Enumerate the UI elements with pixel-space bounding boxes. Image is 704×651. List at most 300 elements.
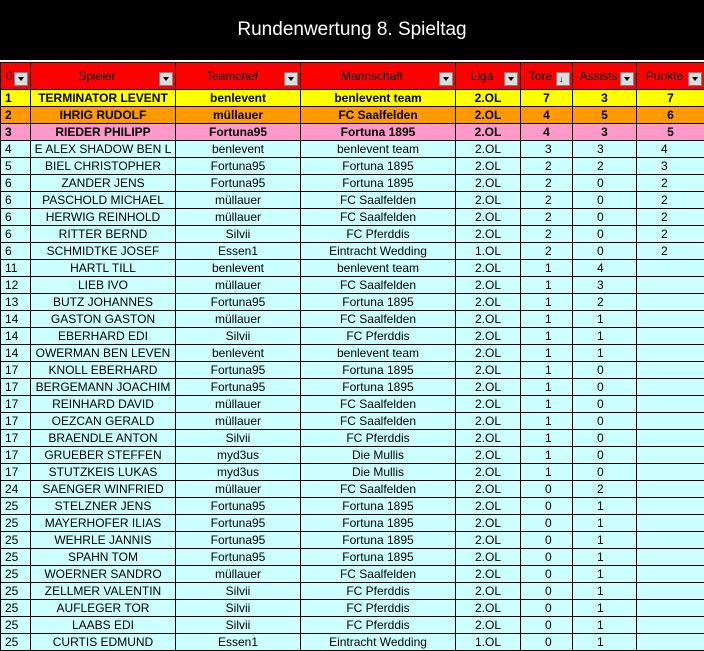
cell-spieler[interactable]: SAENGER WINFRIED	[31, 481, 176, 498]
cell-assists[interactable]: 0	[573, 379, 637, 396]
cell-tore[interactable]: 1	[521, 396, 573, 413]
table-row[interactable]	[1, 396, 704, 413]
cell-spieler[interactable]: KNOLL EBERHARD	[31, 362, 176, 379]
cell-punkte[interactable]	[637, 464, 704, 481]
cell-punkte[interactable]	[637, 583, 704, 600]
cell-tore[interactable]: 1	[521, 294, 573, 311]
cell-teamchef[interactable]: müllauer	[176, 192, 301, 209]
cell-assists[interactable]: 0	[573, 396, 637, 413]
cell-punkte[interactable]	[637, 379, 704, 396]
cell-assists[interactable]: 0	[573, 430, 637, 447]
cell-liga[interactable]: 2.OL	[456, 498, 521, 515]
cell-rank[interactable]: 12	[1, 277, 31, 294]
cell-teamchef[interactable]: Fortuna95	[176, 498, 301, 515]
cell-assists[interactable]: 1	[573, 634, 637, 651]
cell-rank[interactable]: 17	[1, 362, 31, 379]
cell-spieler[interactable]: STUTZKEIS LUKAS	[31, 464, 176, 481]
table-row[interactable]	[1, 226, 704, 243]
table-row[interactable]	[1, 243, 704, 260]
table-row[interactable]	[1, 413, 704, 430]
cell-liga[interactable]: 2.OL	[456, 532, 521, 549]
cell-teamchef[interactable]: Silvii	[176, 226, 301, 243]
table-row[interactable]	[1, 260, 704, 277]
filter-dropdown-icon[interactable]	[14, 72, 28, 86]
cell-mannschaft[interactable]: FC Saalfelden	[301, 413, 456, 430]
table-row[interactable]	[1, 549, 704, 566]
table-row[interactable]	[1, 124, 704, 141]
cell-teamchef[interactable]: Fortuna95	[176, 549, 301, 566]
cell-mannschaft[interactable]: Eintracht Wedding	[301, 634, 456, 651]
cell-punkte[interactable]: 6	[637, 107, 704, 124]
cell-mannschaft[interactable]: FC Pferddis	[301, 328, 456, 345]
cell-teamchef[interactable]: Silvii	[176, 617, 301, 634]
cell-rank[interactable]: 17	[1, 430, 31, 447]
cell-assists[interactable]: 0	[573, 447, 637, 464]
cell-assists[interactable]: 2	[573, 481, 637, 498]
cell-rank[interactable]: 17	[1, 447, 31, 464]
cell-liga[interactable]: 2.OL	[456, 158, 521, 175]
cell-spieler[interactable]: TERMINATOR LEVENT	[31, 90, 176, 107]
cell-liga[interactable]: 2.OL	[456, 464, 521, 481]
cell-rank[interactable]: 1	[1, 90, 31, 107]
cell-assists[interactable]: 3	[573, 277, 637, 294]
cell-rank[interactable]: 13	[1, 294, 31, 311]
cell-rank[interactable]: 25	[1, 600, 31, 617]
cell-teamchef[interactable]: Fortuna95	[176, 379, 301, 396]
cell-tore[interactable]: 0	[521, 634, 573, 651]
cell-liga[interactable]: 2.OL	[456, 345, 521, 362]
cell-punkte[interactable]	[637, 498, 704, 515]
cell-rank[interactable]: 25	[1, 549, 31, 566]
cell-assists[interactable]: 3	[573, 124, 637, 141]
cell-spieler[interactable]: IHRIG RUDOLF	[31, 107, 176, 124]
cell-punkte[interactable]: 2	[637, 192, 704, 209]
cell-tore[interactable]: 1	[521, 413, 573, 430]
cell-rank[interactable]: 17	[1, 413, 31, 430]
cell-punkte[interactable]: 2	[637, 226, 704, 243]
cell-tore[interactable]: 0	[521, 600, 573, 617]
cell-assists[interactable]: 0	[573, 243, 637, 260]
table-row[interactable]	[1, 311, 704, 328]
cell-punkte[interactable]	[637, 549, 704, 566]
cell-tore[interactable]: 4	[521, 124, 573, 141]
cell-assists[interactable]: 0	[573, 464, 637, 481]
cell-assists[interactable]: 1	[573, 549, 637, 566]
cell-teamchef[interactable]: Fortuna95	[176, 158, 301, 175]
cell-liga[interactable]: 2.OL	[456, 447, 521, 464]
cell-tore[interactable]: 2	[521, 243, 573, 260]
cell-spieler[interactable]: ZELLMER VALENTIN	[31, 583, 176, 600]
cell-mannschaft[interactable]: Fortuna 1895	[301, 294, 456, 311]
cell-rank[interactable]: 25	[1, 583, 31, 600]
cell-spieler[interactable]: REINHARD DAVID	[31, 396, 176, 413]
cell-spieler[interactable]: BERGEMANN JOACHIM	[31, 379, 176, 396]
cell-mannschaft[interactable]: Die Mullis	[301, 447, 456, 464]
cell-mannschaft[interactable]: FC Saalfelden	[301, 209, 456, 226]
table-row[interactable]	[1, 566, 704, 583]
cell-mannschaft[interactable]: Fortuna 1895	[301, 379, 456, 396]
cell-punkte[interactable]: 2	[637, 209, 704, 226]
cell-teamchef[interactable]: Fortuna95	[176, 532, 301, 549]
cell-spieler[interactable]: EBERHARD EDI	[31, 328, 176, 345]
cell-teamchef[interactable]: Essen1	[176, 243, 301, 260]
cell-assists[interactable]: 1	[573, 532, 637, 549]
cell-spieler[interactable]: ZANDER JENS	[31, 175, 176, 192]
cell-teamchef[interactable]: Silvii	[176, 583, 301, 600]
cell-spieler[interactable]: CURTIS EDMUND	[31, 634, 176, 651]
filter-dropdown-icon[interactable]	[159, 72, 173, 86]
table-row[interactable]	[1, 345, 704, 362]
cell-tore[interactable]: 1	[521, 277, 573, 294]
cell-mannschaft[interactable]: benlevent team	[301, 90, 456, 107]
cell-assists[interactable]: 0	[573, 175, 637, 192]
cell-tore[interactable]: 3	[521, 141, 573, 158]
cell-liga[interactable]: 2.OL	[456, 226, 521, 243]
cell-tore[interactable]: 4	[521, 107, 573, 124]
cell-rank[interactable]: 6	[1, 243, 31, 260]
cell-mannschaft[interactable]: benlevent team	[301, 260, 456, 277]
cell-mannschaft[interactable]: Fortuna 1895	[301, 498, 456, 515]
filter-dropdown-icon[interactable]	[620, 72, 634, 86]
cell-liga[interactable]: 2.OL	[456, 328, 521, 345]
cell-mannschaft[interactable]: Fortuna 1895	[301, 158, 456, 175]
cell-spieler[interactable]: HERWIG REINHOLD	[31, 209, 176, 226]
cell-tore[interactable]: 1	[521, 260, 573, 277]
cell-teamchef[interactable]: müllauer	[176, 209, 301, 226]
cell-liga[interactable]: 2.OL	[456, 311, 521, 328]
cell-rank[interactable]: 5	[1, 158, 31, 175]
cell-rank[interactable]: 25	[1, 498, 31, 515]
cell-spieler[interactable]: BRAENDLE ANTON	[31, 430, 176, 447]
cell-assists[interactable]: 1	[573, 498, 637, 515]
cell-tore[interactable]: 1	[521, 464, 573, 481]
cell-assists[interactable]: 0	[573, 192, 637, 209]
cell-mannschaft[interactable]: FC Saalfelden	[301, 396, 456, 413]
table-row[interactable]	[1, 583, 704, 600]
cell-liga[interactable]: 2.OL	[456, 141, 521, 158]
cell-assists[interactable]: 1	[573, 583, 637, 600]
cell-assists[interactable]: 3	[573, 90, 637, 107]
table-row[interactable]	[1, 515, 704, 532]
cell-assists[interactable]: 1	[573, 617, 637, 634]
cell-rank[interactable]: 25	[1, 617, 31, 634]
cell-liga[interactable]: 2.OL	[456, 566, 521, 583]
cell-punkte[interactable]	[637, 362, 704, 379]
cell-punkte[interactable]	[637, 328, 704, 345]
cell-liga[interactable]: 2.OL	[456, 600, 521, 617]
cell-teamchef[interactable]: müllauer	[176, 396, 301, 413]
cell-liga[interactable]: 2.OL	[456, 277, 521, 294]
cell-spieler[interactable]: RITTER BERND	[31, 226, 176, 243]
cell-mannschaft[interactable]: Fortuna 1895	[301, 549, 456, 566]
cell-assists[interactable]: 0	[573, 209, 637, 226]
cell-liga[interactable]: 2.OL	[456, 294, 521, 311]
table-row[interactable]	[1, 634, 704, 651]
cell-rank[interactable]: 25	[1, 532, 31, 549]
cell-spieler[interactable]: MAYERHOFER ILIAS	[31, 515, 176, 532]
cell-teamchef[interactable]: benlevent	[176, 90, 301, 107]
cell-tore[interactable]: 0	[521, 532, 573, 549]
cell-rank[interactable]: 6	[1, 209, 31, 226]
cell-mannschaft[interactable]: FC Pferddis	[301, 430, 456, 447]
cell-assists[interactable]: 5	[573, 107, 637, 124]
filter-dropdown-icon[interactable]	[439, 72, 453, 86]
cell-liga[interactable]: 2.OL	[456, 379, 521, 396]
cell-liga[interactable]: 2.OL	[456, 549, 521, 566]
cell-punkte[interactable]	[637, 430, 704, 447]
cell-mannschaft[interactable]: Fortuna 1895	[301, 532, 456, 549]
cell-teamchef[interactable]: müllauer	[176, 481, 301, 498]
cell-spieler[interactable]: STELZNER JENS	[31, 498, 176, 515]
cell-tore[interactable]: 1	[521, 362, 573, 379]
table-row[interactable]	[1, 209, 704, 226]
cell-rank[interactable]: 6	[1, 192, 31, 209]
cell-liga[interactable]: 2.OL	[456, 107, 521, 124]
cell-mannschaft[interactable]: benlevent team	[301, 345, 456, 362]
cell-liga[interactable]: 2.OL	[456, 362, 521, 379]
filter-dropdown-icon[interactable]	[284, 72, 298, 86]
cell-tore[interactable]: 0	[521, 498, 573, 515]
cell-mannschaft[interactable]: FC Saalfelden	[301, 192, 456, 209]
cell-liga[interactable]: 2.OL	[456, 515, 521, 532]
cell-tore[interactable]: 0	[521, 549, 573, 566]
cell-mannschaft[interactable]: FC Pferddis	[301, 600, 456, 617]
table-row[interactable]	[1, 430, 704, 447]
cell-liga[interactable]: 2.OL	[456, 175, 521, 192]
cell-assists[interactable]: 1	[573, 566, 637, 583]
cell-mannschaft[interactable]: benlevent team	[301, 141, 456, 158]
cell-teamchef[interactable]: benlevent	[176, 345, 301, 362]
table-row[interactable]	[1, 277, 704, 294]
cell-mannschaft[interactable]: FC Pferddis	[301, 617, 456, 634]
cell-punkte[interactable]	[637, 294, 704, 311]
cell-punkte[interactable]	[637, 311, 704, 328]
cell-liga[interactable]: 2.OL	[456, 90, 521, 107]
cell-spieler[interactable]: OEZCAN GERALD	[31, 413, 176, 430]
cell-liga[interactable]: 1.OL	[456, 243, 521, 260]
cell-tore[interactable]: 2	[521, 226, 573, 243]
cell-rank[interactable]: 3	[1, 124, 31, 141]
cell-spieler[interactable]: PASCHOLD MICHAEL	[31, 192, 176, 209]
cell-tore[interactable]: 0	[521, 583, 573, 600]
cell-teamchef[interactable]: müllauer	[176, 107, 301, 124]
cell-spieler[interactable]: RIEDER PHILIPP	[31, 124, 176, 141]
cell-assists[interactable]: 0	[573, 226, 637, 243]
cell-rank[interactable]: 25	[1, 566, 31, 583]
cell-spieler[interactable]: HARTL TILL	[31, 260, 176, 277]
cell-spieler[interactable]: BIEL CHRISTOPHER	[31, 158, 176, 175]
cell-punkte[interactable]: 2	[637, 175, 704, 192]
cell-mannschaft[interactable]: FC Pferddis	[301, 226, 456, 243]
cell-punkte[interactable]: 2	[637, 243, 704, 260]
cell-assists[interactable]: 4	[573, 260, 637, 277]
cell-teamchef[interactable]: Silvii	[176, 328, 301, 345]
cell-assists[interactable]: 3	[573, 141, 637, 158]
cell-rank[interactable]: 17	[1, 464, 31, 481]
cell-rank[interactable]: 14	[1, 328, 31, 345]
cell-spieler[interactable]: OWERMAN BEN LEVEN	[31, 345, 176, 362]
cell-liga[interactable]: 2.OL	[456, 124, 521, 141]
cell-teamchef[interactable]: müllauer	[176, 566, 301, 583]
cell-tore[interactable]: 1	[521, 345, 573, 362]
cell-punkte[interactable]: 5	[637, 124, 704, 141]
cell-punkte[interactable]	[637, 634, 704, 651]
cell-teamchef[interactable]: Fortuna95	[176, 294, 301, 311]
filter-dropdown-icon[interactable]	[688, 72, 702, 86]
cell-teamchef[interactable]: myd3us	[176, 447, 301, 464]
cell-teamchef[interactable]: müllauer	[176, 277, 301, 294]
cell-punkte[interactable]	[637, 396, 704, 413]
cell-punkte[interactable]	[637, 277, 704, 294]
cell-rank[interactable]: 6	[1, 175, 31, 192]
cell-liga[interactable]: 1.OL	[456, 634, 521, 651]
table-row[interactable]	[1, 90, 704, 107]
cell-punkte[interactable]	[637, 481, 704, 498]
cell-tore[interactable]: 2	[521, 175, 573, 192]
cell-spieler[interactable]: LAABS EDI	[31, 617, 176, 634]
cell-teamchef[interactable]: myd3us	[176, 464, 301, 481]
cell-mannschaft[interactable]: Eintracht Wedding	[301, 243, 456, 260]
cell-tore[interactable]: 7	[521, 90, 573, 107]
cell-mannschaft[interactable]: Fortuna 1895	[301, 175, 456, 192]
table-row[interactable]	[1, 158, 704, 175]
cell-spieler[interactable]: AUFLEGER TOR	[31, 600, 176, 617]
cell-liga[interactable]: 2.OL	[456, 430, 521, 447]
cell-rank[interactable]: 14	[1, 345, 31, 362]
cell-teamchef[interactable]: benlevent	[176, 141, 301, 158]
cell-punkte[interactable]	[637, 532, 704, 549]
cell-liga[interactable]: 2.OL	[456, 396, 521, 413]
cell-liga[interactable]: 2.OL	[456, 481, 521, 498]
cell-assists[interactable]: 2	[573, 158, 637, 175]
cell-teamchef[interactable]: Silvii	[176, 430, 301, 447]
cell-spieler[interactable]: GASTON GASTON	[31, 311, 176, 328]
cell-spieler[interactable]: BUTZ JOHANNES	[31, 294, 176, 311]
cell-rank[interactable]: 14	[1, 311, 31, 328]
cell-liga[interactable]: 2.OL	[456, 260, 521, 277]
filter-dropdown-icon[interactable]	[504, 72, 518, 86]
cell-tore[interactable]: 0	[521, 481, 573, 498]
cell-tore[interactable]: 0	[521, 617, 573, 634]
cell-rank[interactable]: 11	[1, 260, 31, 277]
cell-punkte[interactable]	[637, 600, 704, 617]
table-row[interactable]	[1, 141, 704, 158]
cell-spieler[interactable]: WOERNER SANDRO	[31, 566, 176, 583]
cell-punkte[interactable]	[637, 566, 704, 583]
table-row[interactable]	[1, 175, 704, 192]
cell-mannschaft[interactable]: Die Mullis	[301, 464, 456, 481]
cell-teamchef[interactable]: Fortuna95	[176, 362, 301, 379]
cell-tore[interactable]: 1	[521, 379, 573, 396]
cell-assists[interactable]: 1	[573, 515, 637, 532]
cell-rank[interactable]: 4	[1, 141, 31, 158]
cell-teamchef[interactable]: Silvii	[176, 600, 301, 617]
cell-mannschaft[interactable]: FC Saalfelden	[301, 277, 456, 294]
cell-assists[interactable]: 1	[573, 345, 637, 362]
cell-punkte[interactable]	[637, 260, 704, 277]
cell-punkte[interactable]	[637, 617, 704, 634]
cell-teamchef[interactable]: müllauer	[176, 311, 301, 328]
cell-mannschaft[interactable]: Fortuna 1895	[301, 124, 456, 141]
cell-rank[interactable]: 6	[1, 226, 31, 243]
cell-assists[interactable]: 0	[573, 413, 637, 430]
sort-descending-icon[interactable]	[556, 72, 570, 86]
cell-mannschaft[interactable]: Fortuna 1895	[301, 515, 456, 532]
cell-assists[interactable]: 0	[573, 362, 637, 379]
cell-rank[interactable]: 25	[1, 634, 31, 651]
cell-rank[interactable]: 17	[1, 396, 31, 413]
cell-teamchef[interactable]: Fortuna95	[176, 515, 301, 532]
cell-punkte[interactable]	[637, 515, 704, 532]
cell-mannschaft[interactable]: FC Saalfelden	[301, 481, 456, 498]
cell-punkte[interactable]	[637, 447, 704, 464]
cell-tore[interactable]: 0	[521, 566, 573, 583]
cell-tore[interactable]: 2	[521, 209, 573, 226]
cell-mannschaft[interactable]: FC Saalfelden	[301, 107, 456, 124]
cell-rank[interactable]: 17	[1, 379, 31, 396]
cell-tore[interactable]: 2	[521, 192, 573, 209]
cell-teamchef[interactable]: benlevent	[176, 260, 301, 277]
cell-tore[interactable]: 2	[521, 158, 573, 175]
cell-teamchef[interactable]: Fortuna95	[176, 124, 301, 141]
cell-spieler[interactable]: SCHMIDTKE JOSEF	[31, 243, 176, 260]
cell-punkte[interactable]	[637, 345, 704, 362]
table-row[interactable]	[1, 192, 704, 209]
cell-tore[interactable]: 1	[521, 430, 573, 447]
table-row[interactable]	[1, 532, 704, 549]
cell-punkte[interactable]: 7	[637, 90, 704, 107]
cell-tore[interactable]: 1	[521, 328, 573, 345]
table-row[interactable]	[1, 379, 704, 396]
cell-punkte[interactable]	[637, 413, 704, 430]
table-row[interactable]	[1, 600, 704, 617]
table-row[interactable]	[1, 107, 704, 124]
cell-mannschaft[interactable]: Fortuna 1895	[301, 362, 456, 379]
cell-liga[interactable]: 2.OL	[456, 192, 521, 209]
cell-tore[interactable]: 1	[521, 447, 573, 464]
cell-spieler[interactable]: E ALEX SHADOW BEN L	[31, 141, 176, 158]
cell-liga[interactable]: 2.OL	[456, 617, 521, 634]
cell-liga[interactable]: 2.OL	[456, 583, 521, 600]
cell-spieler[interactable]: GRUEBER STEFFEN	[31, 447, 176, 464]
cell-spieler[interactable]: LIEB IVO	[31, 277, 176, 294]
cell-teamchef[interactable]: Essen1	[176, 634, 301, 651]
table-row[interactable]	[1, 464, 704, 481]
table-row[interactable]	[1, 481, 704, 498]
cell-rank[interactable]: 24	[1, 481, 31, 498]
table-row[interactable]	[1, 498, 704, 515]
cell-mannschaft[interactable]: FC Saalfelden	[301, 566, 456, 583]
cell-tore[interactable]: 1	[521, 311, 573, 328]
cell-assists[interactable]: 1	[573, 311, 637, 328]
table-row[interactable]	[1, 328, 704, 345]
cell-liga[interactable]: 2.OL	[456, 209, 521, 226]
cell-spieler[interactable]: WEHRLE JANNIS	[31, 532, 176, 549]
cell-punkte[interactable]: 3	[637, 158, 704, 175]
cell-assists[interactable]: 1	[573, 328, 637, 345]
table-row[interactable]	[1, 362, 704, 379]
cell-assists[interactable]: 2	[573, 294, 637, 311]
table-row[interactable]	[1, 447, 704, 464]
cell-assists[interactable]: 1	[573, 600, 637, 617]
cell-teamchef[interactable]: müllauer	[176, 413, 301, 430]
cell-rank[interactable]: 2	[1, 107, 31, 124]
cell-mannschaft[interactable]: FC Saalfelden	[301, 311, 456, 328]
cell-mannschaft[interactable]: FC Pferddis	[301, 583, 456, 600]
table-row[interactable]	[1, 617, 704, 634]
cell-spieler[interactable]: SPAHN TOM	[31, 549, 176, 566]
cell-teamchef[interactable]: Fortuna95	[176, 175, 301, 192]
